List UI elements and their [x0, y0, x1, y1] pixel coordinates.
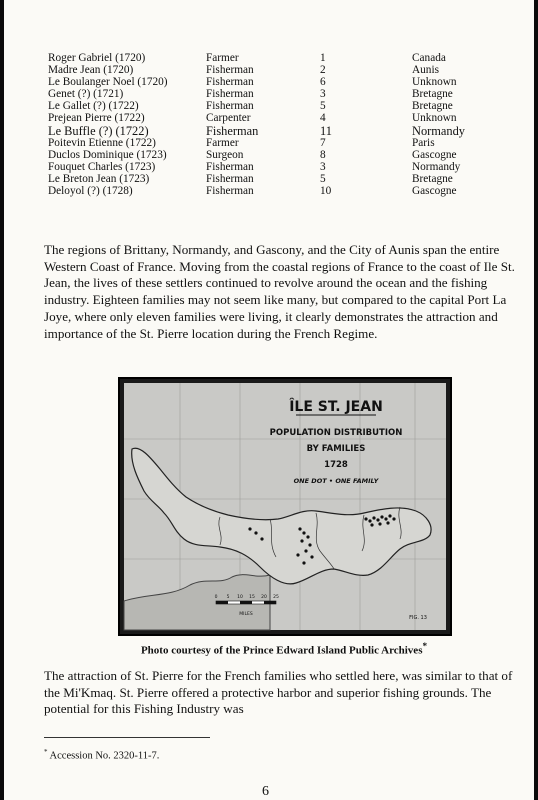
settler-name: Le Gallet (?) (1722) [48, 100, 139, 113]
settler-origin: Aunis [412, 64, 439, 77]
document-page [4, 0, 534, 800]
figure-label: FIG. 13 [409, 615, 427, 621]
footnote-divider [44, 737, 210, 738]
settler-family-count: 3 [320, 88, 326, 101]
settler-name: Le Breton Jean (1723) [48, 172, 150, 185]
settler-occupation: Fisherman [206, 123, 259, 138]
settler-name: Prejean Pierre (1722) [48, 112, 145, 125]
footnote-text: Accession No. 2320-11-7. [47, 750, 160, 762]
caption-text: Photo courtesy of the Prince Edward Island Public Archives [140, 644, 423, 657]
paragraph-regions: The regions of Brittany, Normandy, and Gascony, and the City of Aunis span the entire Western Coast of France. Moving from the coastal regions of France to the coast of Ile St. Jean, the lives of these settlers continued to revolve around the ocean and the fishing industry. Eighteen families may not seem like many, but compared to the capital Port La Joye, where only eleven families were living, it clearly demonstrates the attraction and importance of the St. Pierre location during the French Regime. [44, 242, 515, 341]
page-number: 6 [262, 784, 269, 799]
settler-occupation: Fisherman [206, 172, 254, 185]
settler-occupation: Fisherman [206, 160, 254, 173]
settler-row [48, 88, 518, 100]
footnote-mark: * [44, 748, 48, 756]
scale-label: MILES [239, 612, 253, 617]
settler-name: Le Boulanger Noel (1720) [48, 76, 168, 89]
map-photo [118, 377, 452, 636]
settlers-table [48, 52, 518, 197]
settler-origin: Bretagne [412, 172, 453, 185]
settler-origin: Bretagne [412, 88, 453, 101]
settler-family-count: 6 [320, 76, 326, 89]
settler-row [48, 112, 518, 124]
settler-occupation: Fisherman [206, 64, 254, 77]
ile-st-jean-map [120, 379, 450, 634]
settler-origin: Bretagne [412, 100, 453, 113]
settler-row [48, 64, 518, 76]
scale-tick-label: 20 [261, 595, 267, 600]
settler-name: Genet (?) (1721) [48, 88, 124, 101]
settler-name: Roger Gabriel (1720) [48, 52, 146, 64]
settler-family-count: 3 [320, 160, 326, 173]
settler-origin: Normandy [412, 160, 461, 173]
scale-tick-label: 10 [237, 595, 243, 600]
settler-family-count: 5 [320, 100, 326, 113]
settler-occupation: Farmer [206, 136, 239, 149]
settler-origin: Unknown [412, 112, 457, 125]
settler-origin: Canada [412, 52, 446, 64]
settler-family-count: 8 [320, 148, 326, 161]
photo-caption [64, 641, 504, 657]
scale-bar [216, 601, 276, 604]
settler-occupation: Fisherman [206, 185, 254, 198]
settler-family-count: 7 [320, 136, 326, 149]
settler-occupation: Fisherman [206, 100, 254, 113]
settler-family-count: 2 [320, 64, 326, 77]
settler-occupation: Carpenter [206, 112, 251, 125]
settler-row [48, 52, 518, 64]
settler-origin: Gascogne [412, 185, 457, 198]
settler-row [48, 76, 518, 88]
settler-row [48, 161, 518, 173]
settler-family-count: 1 [320, 52, 326, 64]
settler-row [48, 173, 518, 185]
footnote [44, 748, 159, 762]
settler-row [48, 137, 518, 149]
scale-tick-label: 15 [249, 595, 255, 600]
map-title: ÎLE ST. JEAN [289, 399, 383, 415]
settler-name: Deloyol (?) (1728) [48, 185, 133, 198]
settler-name: Le Buffle (?) (1722) [48, 123, 149, 138]
settler-row [48, 100, 518, 112]
settler-origin: Unknown [412, 76, 457, 89]
settler-origin: Gascogne [412, 148, 457, 161]
map-subtitle-line1: POPULATION DISTRIBUTION [269, 428, 403, 438]
settler-origin: Paris [412, 136, 435, 149]
settler-family-count: 5 [320, 172, 326, 185]
caption-footnote-mark: * [422, 641, 428, 651]
settler-family-count: 10 [320, 185, 332, 198]
settler-occupation: Fisherman [206, 88, 254, 101]
settler-name: Madre Jean (1720) [48, 64, 134, 77]
settler-origin: Normandy [412, 123, 465, 138]
settler-family-count: 11 [320, 123, 332, 138]
settler-row [48, 185, 518, 197]
paragraph-attraction: The attraction of St. Pierre for the French families who settled here, was similar to that of the Mi'Kmaq. St. Pierre offered a protective harbor and superior fishing grounds. The potential for this Fishing Industry was [44, 668, 513, 717]
settler-name: Duclos Dominique (1723) [48, 148, 167, 161]
map-legend: ONE DOT • ONE FAMILY [293, 477, 379, 485]
settler-occupation: Surgeon [206, 148, 244, 161]
map-subtitle-line2: BY FAMILIES [306, 444, 366, 454]
settler-family-count: 4 [320, 112, 326, 125]
settler-name: Poitevin Etienne (1722) [48, 136, 156, 149]
settler-row [48, 125, 518, 137]
map-year: 1728 [324, 460, 348, 470]
scale-tick-label: 25 [273, 595, 279, 600]
scale-tick-label: 5 [226, 595, 230, 600]
settler-occupation: Farmer [206, 52, 239, 64]
settler-name: Fouquet Charles (1723) [48, 160, 156, 173]
settler-row [48, 149, 518, 161]
settler-occupation: Fisherman [206, 76, 254, 89]
scale-tick-label: 0 [214, 595, 218, 600]
